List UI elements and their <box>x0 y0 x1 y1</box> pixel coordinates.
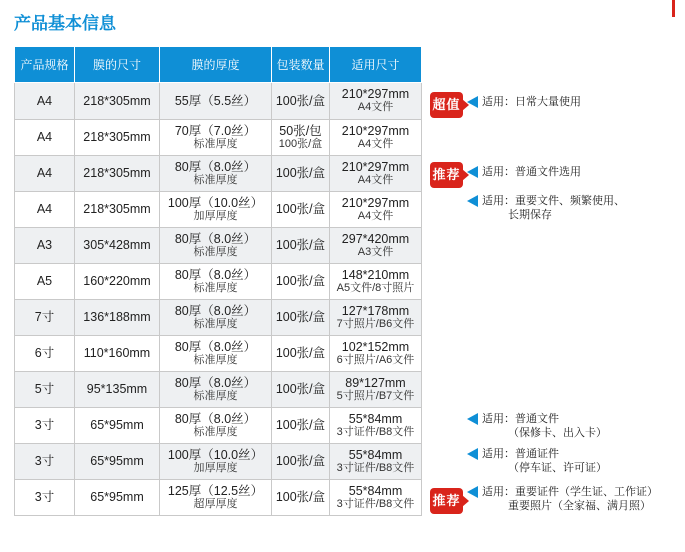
cell-fit-size-text: 3寸证件/B8文件 <box>336 497 415 510</box>
cell-fit-size <box>330 336 422 372</box>
arrow-left-icon <box>467 166 478 178</box>
cell-film-size-text: 95*135mm <box>86 382 148 396</box>
cell-thickness-text: 80厚（8.0丝） <box>174 303 257 318</box>
cell-film-size <box>75 336 160 372</box>
cell-fit-size <box>330 264 422 300</box>
cell-thickness-text: 标准厚度 <box>193 173 238 186</box>
header-film-size: 膜的尺寸 <box>75 47 160 83</box>
cell-fit-size <box>330 83 422 120</box>
cell-fit-size <box>330 372 422 408</box>
cell-thickness-text: 加厚厚度 <box>193 461 238 474</box>
usage-note-text: （停车证、许可证） <box>508 462 607 474</box>
cell-spec <box>15 156 75 192</box>
cell-film-size <box>75 120 160 156</box>
table-row <box>15 480 422 516</box>
cell-thickness-text: 80厚（8.0丝） <box>174 339 257 354</box>
cell-thickness-text: 80厚（8.0丝） <box>174 411 257 426</box>
cell-pack-qty-text: 100张/盒 <box>275 238 326 252</box>
cell-spec-text: 3寸 <box>34 454 55 468</box>
cell-thickness <box>160 480 272 516</box>
cell-film-size-text: 110*160mm <box>83 346 151 360</box>
cell-spec <box>15 120 75 156</box>
table-row <box>15 228 422 264</box>
cell-pack-qty-text: 100张/盒 <box>275 93 326 108</box>
cell-pack-qty <box>272 264 330 300</box>
cell-fit-size-text: 5寸照片/B7文件 <box>336 389 415 402</box>
cell-fit-size-text: 55*84mm <box>348 483 403 498</box>
cell-fit-size <box>330 120 422 156</box>
cell-thickness <box>160 156 272 192</box>
cell-pack-qty <box>272 372 330 408</box>
page-title: 产品基本信息 <box>14 14 116 33</box>
cell-pack-qty-text: 100张/盒 <box>275 382 326 396</box>
badge-label: 推荐 <box>430 162 463 188</box>
table-header-row <box>15 47 422 83</box>
cell-spec-text: A4 <box>36 166 53 180</box>
cell-spec <box>15 336 75 372</box>
table-row <box>15 156 422 192</box>
table-row <box>15 83 422 120</box>
cell-film-size <box>75 408 160 444</box>
cell-thickness <box>160 228 272 264</box>
table-row <box>15 336 422 372</box>
cell-pack-qty-text: 100张/盒 <box>275 274 326 288</box>
cell-film-size-text: 160*220mm <box>83 274 151 288</box>
usage-note-text: 适用：日常大量使用 <box>482 96 581 108</box>
cell-pack-qty-text: 100张/盒 <box>275 202 326 216</box>
cell-fit-size-text: 297*420mm <box>341 231 410 246</box>
cell-fit-size-text: 55*84mm <box>348 447 403 462</box>
cell-spec <box>15 444 75 480</box>
cell-pack-qty <box>272 336 330 372</box>
corner-accent-mark <box>672 0 675 17</box>
cell-thickness-text: 70厚（7.0丝） <box>174 123 257 138</box>
cell-spec-text: 6寸 <box>34 346 55 360</box>
cell-thickness-text: 标准厚度 <box>193 317 238 330</box>
cell-thickness <box>160 300 272 336</box>
cell-spec <box>15 300 75 336</box>
cell-film-size-text: 65*95mm <box>90 490 144 504</box>
cell-fit-size <box>330 300 422 336</box>
cell-thickness-text: 标准厚度 <box>193 137 238 150</box>
cell-fit-size-text: 7寸照片/B6文件 <box>336 317 415 330</box>
cell-spec <box>15 83 75 120</box>
cell-film-size <box>75 444 160 480</box>
cell-thickness <box>160 120 272 156</box>
cell-spec <box>15 192 75 228</box>
cell-spec <box>15 372 75 408</box>
cell-fit-size-text: 210*297mm <box>341 159 410 174</box>
cell-fit-size-text: A5文件/8寸照片 <box>336 281 415 294</box>
cell-fit-size-text: 3寸证件/B8文件 <box>336 425 415 438</box>
cell-film-size-text: 218*305mm <box>83 202 151 216</box>
cell-pack-qty-text: 100张/盒 <box>275 166 326 180</box>
cell-pack-qty-text: 100张/盒 <box>275 346 326 360</box>
cell-film-size <box>75 480 160 516</box>
cell-thickness-text: 100厚（10.0丝） <box>167 195 264 210</box>
usage-note-text: （保修卡、出入卡） <box>508 427 607 439</box>
cell-film-size-text: 218*305mm <box>83 130 151 144</box>
cell-thickness-text: 标准厚度 <box>193 389 238 402</box>
cell-pack-qty <box>272 120 330 156</box>
cell-pack-qty <box>272 192 330 228</box>
cell-spec-text: 3寸 <box>34 418 55 432</box>
cell-fit-size-text: 210*297mm <box>341 87 410 101</box>
cell-thickness-text: 100厚（10.0丝） <box>167 447 264 462</box>
arrow-left-icon <box>467 96 478 108</box>
cell-fit-size-text: A4文件 <box>357 209 394 222</box>
cell-fit-size-text: 55*84mm <box>348 411 403 426</box>
cell-thickness-text: 55厚（5.5丝） <box>174 93 257 108</box>
cell-film-size <box>75 300 160 336</box>
cell-fit-size-text: A4文件 <box>357 101 394 113</box>
cell-fit-size <box>330 480 422 516</box>
arrow-left-icon <box>467 448 478 460</box>
cell-fit-size <box>330 408 422 444</box>
cell-thickness-text: 80厚（8.0丝） <box>174 231 257 246</box>
cell-film-size <box>75 264 160 300</box>
cell-fit-size-text: 102*152mm <box>341 339 410 354</box>
badge-label: 推荐 <box>430 488 463 514</box>
cell-pack-qty <box>272 228 330 264</box>
cell-pack-qty <box>272 444 330 480</box>
cell-thickness-text: 80厚（8.0丝） <box>174 375 257 390</box>
cell-film-size <box>75 372 160 408</box>
table-row <box>15 300 422 336</box>
cell-spec-text: A4 <box>36 130 53 144</box>
cell-film-size <box>75 192 160 228</box>
cell-fit-size-text: 3寸证件/B8文件 <box>336 461 415 474</box>
cell-thickness-text: 加厚厚度 <box>193 209 238 222</box>
cell-spec-text: 5寸 <box>34 382 55 396</box>
arrow-left-icon <box>467 486 478 498</box>
cell-pack-qty <box>272 83 330 120</box>
cell-fit-size-text: 210*297mm <box>341 195 410 210</box>
cell-spec <box>15 408 75 444</box>
cell-fit-size-text: 210*297mm <box>341 123 410 138</box>
cell-pack-qty-text: 100张/盒 <box>275 490 326 504</box>
cell-fit-size <box>330 444 422 480</box>
usage-note-text: 适用：重要文件、频繁使用、 <box>482 195 625 207</box>
cell-spec-text: A4 <box>36 93 53 108</box>
cell-spec-text: 3寸 <box>34 490 55 504</box>
cell-fit-size <box>330 192 422 228</box>
cell-film-size <box>75 83 160 120</box>
header-pack-qty: 包装数量 <box>272 47 330 83</box>
cell-spec <box>15 264 75 300</box>
table-row <box>15 192 422 228</box>
cell-film-size-text: 65*95mm <box>90 418 144 432</box>
cell-fit-size-text: 89*127mm <box>345 375 406 390</box>
usage-note-text: 适用：普通文件选用 <box>482 166 581 178</box>
arrow-left-icon <box>467 195 478 207</box>
cell-thickness <box>160 83 272 120</box>
cell-fit-size-text: 127*178mm <box>341 303 410 318</box>
table-row <box>15 372 422 408</box>
table-row <box>15 408 422 444</box>
cell-film-size <box>75 228 160 264</box>
cell-pack-qty <box>272 156 330 192</box>
table-row <box>15 264 422 300</box>
cell-thickness-text: 标准厚度 <box>193 353 238 366</box>
cell-thickness <box>160 408 272 444</box>
table-row <box>15 444 422 480</box>
cell-pack-qty-text: 100张/盒 <box>275 418 326 432</box>
cell-pack-qty <box>272 480 330 516</box>
cell-thickness-text: 80厚（8.0丝） <box>174 159 257 174</box>
cell-fit-size-text: 148*210mm <box>341 267 410 282</box>
cell-fit-size-text: A4文件 <box>357 137 394 150</box>
header-spec: 产品规格 <box>15 47 75 83</box>
cell-thickness <box>160 192 272 228</box>
cell-thickness-text: 标准厚度 <box>193 425 238 438</box>
cell-pack-qty-text: 100张/盒 <box>275 310 326 324</box>
header-fit-size: 适用尺寸 <box>330 47 422 83</box>
cell-film-size-text: 218*305mm <box>83 93 151 108</box>
cell-thickness <box>160 444 272 480</box>
cell-thickness <box>160 336 272 372</box>
cell-thickness-text: 80厚（8.0丝） <box>174 267 257 282</box>
cell-fit-size <box>330 156 422 192</box>
usage-note-text: 适用：普通文件 <box>482 413 559 425</box>
cell-thickness-text: 标准厚度 <box>193 245 238 258</box>
cell-thickness <box>160 372 272 408</box>
cell-spec-text: A3 <box>36 238 53 252</box>
header-thickness: 膜的厚度 <box>160 47 272 83</box>
table-row <box>15 120 422 156</box>
cell-film-size-text: 136*188mm <box>83 310 151 324</box>
cell-spec-text: A5 <box>36 274 53 288</box>
cell-spec-text: A4 <box>36 202 53 216</box>
cell-thickness-text: 超厚厚度 <box>193 497 238 510</box>
cell-fit-size-text: A3文件 <box>357 245 394 258</box>
cell-film-size <box>75 156 160 192</box>
cell-spec <box>15 228 75 264</box>
cell-fit-size-text: 6寸照片/A6文件 <box>336 353 415 366</box>
cell-pack-qty-text: 100张/盒 <box>278 137 323 150</box>
cell-spec-text: 7寸 <box>34 310 55 324</box>
cell-fit-size <box>330 228 422 264</box>
usage-note-text: 重要照片（全家福、满月照） <box>508 500 651 512</box>
cell-pack-qty <box>272 300 330 336</box>
cell-thickness <box>160 264 272 300</box>
usage-note-text: 适用：普通证件 <box>482 448 559 460</box>
badge-label: 超值 <box>430 92 463 118</box>
cell-film-size-text: 65*95mm <box>90 454 144 468</box>
cell-fit-size-text: A4文件 <box>357 173 394 186</box>
usage-note-text: 长期保存 <box>508 209 552 221</box>
usage-note-text: 适用：重要证件（学生证、工作证） <box>482 486 658 498</box>
cell-film-size-text: 305*428mm <box>83 238 151 252</box>
cell-thickness-text: 标准厚度 <box>193 281 238 294</box>
product-spec-table <box>14 46 422 516</box>
cell-pack-qty-text: 50张/包 <box>279 123 322 138</box>
cell-pack-qty <box>272 408 330 444</box>
arrow-left-icon <box>467 413 478 425</box>
cell-pack-qty-text: 100张/盒 <box>275 454 326 468</box>
cell-thickness-text: 125厚（12.5丝） <box>167 483 264 498</box>
cell-spec <box>15 480 75 516</box>
cell-film-size-text: 218*305mm <box>83 166 151 180</box>
